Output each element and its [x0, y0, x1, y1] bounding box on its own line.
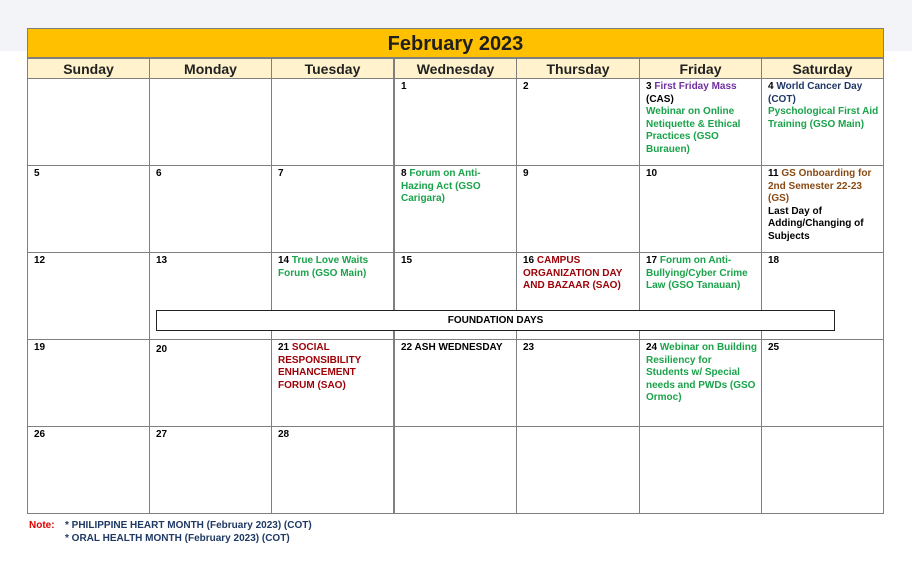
- day-number: 25: [768, 342, 780, 353]
- weekday-tuesday: Tuesday: [271, 58, 394, 79]
- day-cell-12: [27, 252, 150, 340]
- day-cell-25: [761, 339, 884, 427]
- day-number: 11: [768, 168, 779, 179]
- day-number: 2: [523, 81, 529, 92]
- event-webinar-netiquette: Webinar on Online Netiquette & Ethical Practices (GSO Burauen): [646, 106, 741, 155]
- day-cell-20: [149, 339, 272, 427]
- day-number: 20: [156, 344, 168, 355]
- day-number: 9: [523, 168, 529, 179]
- day-number: 22: [401, 342, 413, 353]
- day-number: 8: [401, 168, 407, 179]
- event-last-day-adding: Last Day of Adding/Changing of Subjects: [768, 205, 864, 242]
- day-cell-27: [149, 426, 272, 514]
- day-cell-empty: [761, 426, 884, 514]
- calendar: [27, 28, 884, 514]
- foundation-days-banner: FOUNDATION DAYS: [156, 310, 835, 331]
- day-number: 10: [646, 168, 658, 179]
- day-cell-empty: [516, 426, 640, 514]
- day-cell-1: [394, 78, 517, 166]
- note-line-2: * ORAL HEALTH MONTH (February 2023) (COT): [65, 533, 290, 544]
- weekday-sunday: Sunday: [27, 58, 150, 79]
- day-cell-24: [639, 339, 762, 427]
- day-number: 17: [646, 255, 658, 266]
- day-number: 26: [34, 429, 46, 440]
- day-number: 5: [34, 168, 40, 179]
- weekday-saturday: Saturday: [761, 58, 884, 79]
- day-cell-23: [516, 339, 640, 427]
- event-social-responsibility-forum: SOCIAL RESPONSIBILITY ENHANCEMENT FORUM (SAO): [278, 342, 362, 391]
- notes: [29, 519, 312, 545]
- day-number: 19: [34, 342, 46, 353]
- day-number: 21: [278, 342, 290, 353]
- day-number: 23: [523, 342, 535, 353]
- event-gs-onboarding: GS Onboarding for 2nd Semester 22-23 (GS): [768, 168, 872, 204]
- day-cell-28: [271, 426, 394, 514]
- day-number: 13: [156, 255, 168, 266]
- event-true-love-waits: True Love Waits Forum (GSO Main): [278, 255, 369, 279]
- event-campus-organization-day: CAMPUS ORGANIZATION DAY AND BAZAAR (SAO): [523, 255, 623, 291]
- day-number: 14: [278, 255, 290, 266]
- day-cell-26: [27, 426, 150, 514]
- day-number: 12: [34, 255, 46, 266]
- calendar-title: February 2023: [27, 28, 884, 58]
- day-cell-empty: [27, 78, 150, 166]
- day-cell-empty: [394, 426, 517, 514]
- day-number: 7: [278, 168, 284, 179]
- day-number: 28: [278, 429, 290, 440]
- day-number: 27: [156, 429, 168, 440]
- day-cell-8: [394, 165, 517, 253]
- event-ash-wednesday: ASH WEDNESDAY: [414, 342, 503, 353]
- weekday-thursday: Thursday: [516, 58, 640, 79]
- day-number: 16: [523, 255, 535, 266]
- day-cell-21: [271, 339, 394, 427]
- day-number: 18: [768, 255, 780, 266]
- event-first-friday-mass: First Friday Mass: [654, 81, 737, 92]
- day-cell-22: [394, 339, 517, 427]
- day-cell-empty: [639, 426, 762, 514]
- note-label: Note:: [29, 520, 55, 531]
- day-cell-19: [27, 339, 150, 427]
- event-webinar-resiliency: Webinar on Building Resiliency for Students w/ Special needs and PWDs (GSO Ormoc): [646, 342, 757, 403]
- event-anti-bullying-forum: Forum on Anti-Bullying/Cyber Crime Law (GSO Tanauan): [646, 255, 748, 291]
- day-cell-3: [639, 78, 762, 166]
- weekday-wednesday: Wednesday: [394, 58, 517, 79]
- event-psychological-first-aid: Pyschological First Aid Training (GSO Main): [768, 106, 879, 130]
- day-number: 6: [156, 168, 162, 179]
- day-cell-4: [761, 78, 884, 166]
- day-cell-10: [639, 165, 762, 253]
- day-cell-empty: [149, 78, 272, 166]
- event-first-friday-mass-org: (CAS): [646, 93, 674, 105]
- weekday-friday: Friday: [639, 58, 762, 79]
- day-cell-7: [271, 165, 394, 253]
- weekday-monday: Monday: [149, 58, 272, 79]
- day-cell-11: [761, 165, 884, 253]
- event-world-cancer-day: World Cancer Day (COT): [768, 81, 863, 105]
- day-number: 4: [768, 81, 774, 92]
- day-cell-5: [27, 165, 150, 253]
- day-number: 24: [646, 342, 658, 353]
- day-number: 15: [401, 255, 413, 266]
- day-number: 1: [401, 81, 407, 92]
- day-cell-9: [516, 165, 640, 253]
- day-cell-2: [516, 78, 640, 166]
- note-line-1: * PHILIPPINE HEART MONTH (February 2023) (COT): [65, 520, 312, 531]
- event-anti-hazing-forum: Forum on Anti-Hazing Act (GSO Carigara): [401, 168, 481, 204]
- day-cell-empty: [271, 78, 394, 166]
- day-number: 3: [646, 81, 652, 92]
- day-cell-6: [149, 165, 272, 253]
